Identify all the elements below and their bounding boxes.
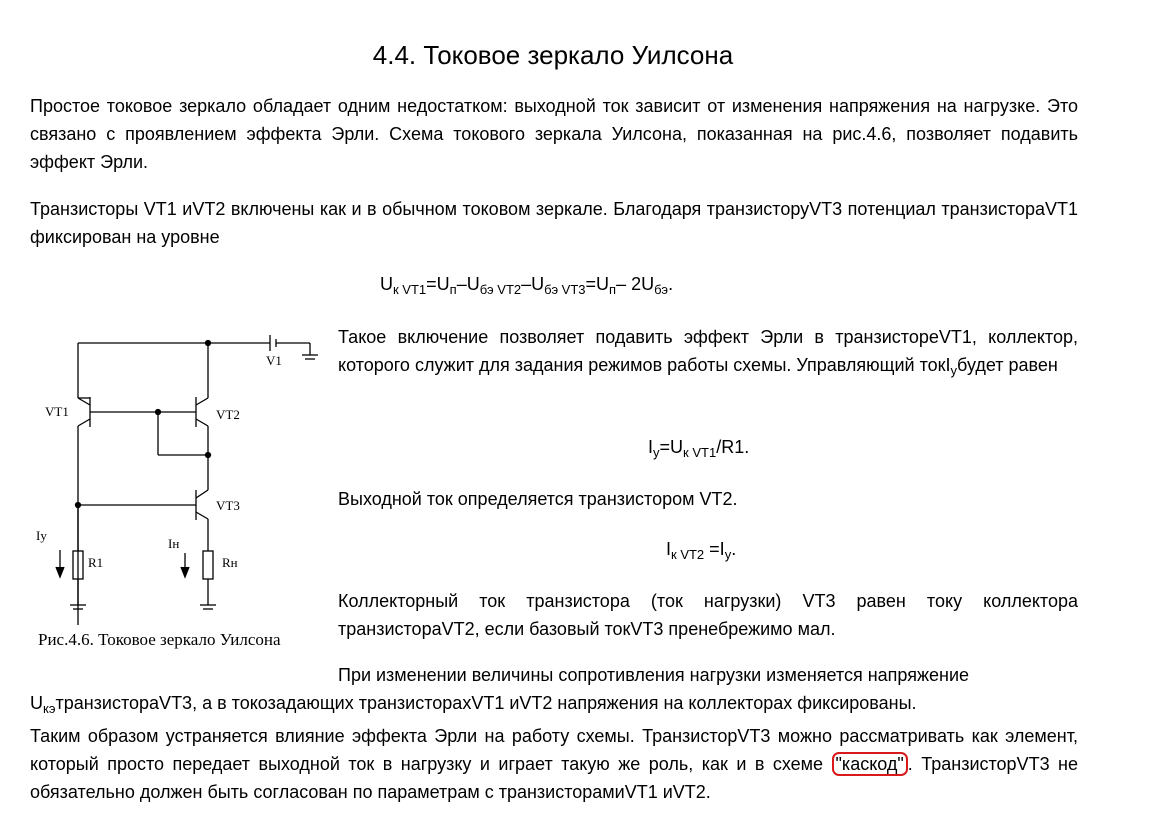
wilson-mirror-circuit xyxy=(30,325,330,625)
formula-control-current: $I_у=U_{к VT1}/R1$. xyxy=(648,437,750,460)
formula-output-current: $I_{к VT2} =I_у$. xyxy=(666,539,737,562)
paragraph-early-effect: Такое включение позволяет подавить эффект Эрли в транзистореVT1, коллектор, которого служит для задания режимов работы схемы. Управляющий токI$_у$будет равен xyxy=(338,327,1078,378)
label-rn: Rн xyxy=(222,555,238,570)
label-iy: Iу xyxy=(36,528,47,543)
label-in: Iн xyxy=(168,536,180,551)
formula-potential: $U_{к VT1}=U_п-U_{бэ VT2}-U_{бэ VT3}=U_п-$ $2U_{бэ}$. xyxy=(380,274,674,297)
section-title: 4.4. Токовое зеркало Уилсона xyxy=(372,40,734,70)
paragraph-cascode: Таким образом устраняется влияние эффекта Эрли на работу схемы. ТранзисторVT3 можно рассматривать как элемент, который просто передает выходной ток в нагрузку и играет такую же роль, как и в схеме "каскод" . ТранзисторVT3 не обязательно должен быть согласован по параметрам с транзисторамиVT1 иVT2. xyxy=(30,726,1078,802)
figure-caption: Рис.4.6. Токовое зеркало Уилсона xyxy=(38,630,281,649)
paragraph-output-current: Выходной ток определяется транзистором VT2. xyxy=(338,489,738,509)
paragraph-load-change: При изменении величины сопротивления нагрузки изменяется напряжение $U_{кэ}транзистораVT3$, а в токозадающих транзисторахVT1 иVT2 напряжения на коллекторах фиксированы. xyxy=(30,665,970,716)
cascode-highlight: "каскод" xyxy=(832,752,908,776)
label-v1: V1 xyxy=(266,353,282,368)
paragraph-intro: Простое токовое зеркало обладает одним недостатком: выходной ток зависит от изменения напряжения на нагрузке. Это связано с проявлением эффекта Эрли. Схема токового зеркала Уилсона, показанная на рис.4.6, позволяет подавить эффект Эрли. xyxy=(30,96,1078,172)
label-r1: R1 xyxy=(88,555,104,570)
paragraph-transistors: Транзисторы VT1 иVT2 включены как и в обычном токовом зеркале. Благодаря транзисторуVT3 потенциал транзистораVT1 фиксирован на уровне xyxy=(30,199,1078,247)
label-vt1: VT1 xyxy=(45,404,69,419)
paragraph-collector-current: Коллекторный ток транзистора (ток нагрузки) VT3 равен току коллектора транзистораVT2, если базовый токVT3 пренебрежимо мал. xyxy=(338,591,1078,639)
label-vt3: VT3 xyxy=(216,498,240,513)
label-vt2: VT2 xyxy=(216,407,240,422)
